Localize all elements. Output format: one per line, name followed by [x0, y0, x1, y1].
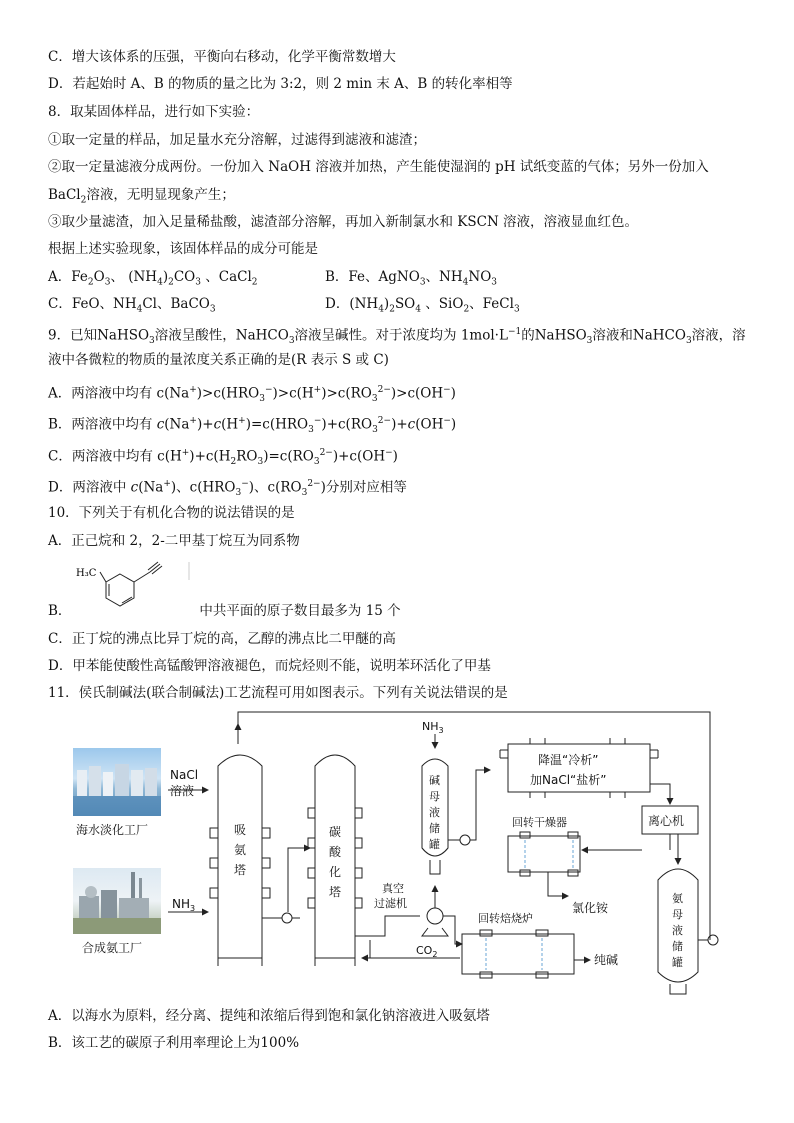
- hou-process-flow-diagram: [60, 708, 740, 1000]
- cooler-label-1: 降温“冷析”: [538, 753, 599, 767]
- q9-option-b: B．两溶液中均有 $c(Na^+)+c(H^+)=c(HRO_3^-)+c(RO_3^{2-})+c(OH^-)$: [48, 416, 457, 436]
- filter-label-1: 真空: [382, 882, 404, 895]
- nacl-solution-label: 溶液: [170, 784, 195, 798]
- plant2-label: 合成氨工厂: [82, 941, 143, 955]
- tower2-char-4: 塔: [329, 885, 342, 899]
- q7-option-c: C．增大该体系的压强，平衡向右移动，化学平衡常数增大: [48, 49, 396, 65]
- q8-question: 根据上述实验现象，该固体样品的成分可能是: [48, 241, 318, 257]
- q10-option-a: A．正己烷和 2，2-二甲基丁烷互为同系物: [48, 533, 300, 549]
- tank1-char-2: 母: [429, 790, 440, 803]
- q8-step3: ③取少量滤渣，加入足量稀盐酸，滤渣部分溶解，再加入新制氯水和 KSCN 溶液，溶液显血红色。: [48, 214, 639, 230]
- tank2-char-2: 母: [672, 908, 683, 921]
- tower1-char-1: 吸: [234, 823, 247, 837]
- tank1-char-5: 罐: [429, 838, 440, 851]
- q9-option-a: A．两溶液中均有 $c(Na^+)>c(HRO_3^-)>c(H^+)>c(RO_3^{2-})>c(OH^-)$: [48, 385, 456, 405]
- q10-option-b: B． 中共平面的原子数目最多为 15 个: [48, 603, 401, 619]
- q8-stem: 8．取某固体样品，进行如下实验：: [48, 104, 260, 120]
- tank1-char-1: 碱: [429, 774, 440, 787]
- tank1-char-3: 液: [429, 806, 440, 819]
- q10-option-d: D．甲苯能使酸性高锰酸钾溶液褪色，而烷烃则不能，说明苯环活化了甲基: [48, 658, 491, 674]
- plant1-label: 海水淡化工厂: [76, 823, 149, 837]
- tank2-char-5: 罐: [672, 956, 683, 969]
- q8-option-c: C．FeO、$NH_4Cl$、BaCO$_3$: [48, 296, 216, 315]
- nh4cl-label: 氯化铵: [572, 901, 609, 915]
- tower1-char-2: 氨: [234, 843, 247, 857]
- q9-stem-cont: 液中各微粒的物质的量浓度关系正确的是(R 表示 S 或 C): [48, 352, 389, 368]
- q8-option-b: B．Fe、AgNO$_3$、$NH_4NO_3$: [325, 269, 497, 288]
- filter-label-2: 过滤机: [374, 897, 407, 910]
- centrifuge-label: 离心机: [648, 814, 685, 828]
- q11-option-a: A．以海水为原料，经分离、提纯和浓缩后得到饱和氯化钠溶液进入吸氨塔: [48, 1008, 490, 1024]
- q8-step2-cont: BaCl$_2$溶液，无明显现象产生；: [48, 187, 235, 206]
- tank2-char-1: 氨: [672, 892, 683, 905]
- q8-option-a: A．$Fe_2O_3$、 $(NH_4)_2CO_3$ 、CaCl$_2$: [48, 269, 258, 288]
- cooler-label-2: 加NaCl“盐析”: [530, 773, 607, 787]
- dryer-label: 回转干燥器: [512, 816, 567, 829]
- q9-option-c: C．两溶液中均有 $c(H^+)+c(H_2RO_3)=c(RO_3^{2-})+c(OH^-)$: [48, 448, 398, 468]
- q8-step1: ①取一定量的样品，加足量水充分溶解，过滤得到滤液和滤渣；: [48, 132, 426, 148]
- tower1-char-3: 塔: [234, 863, 247, 877]
- tower2-char-1: 碳: [329, 825, 342, 839]
- tank2-char-3: 液: [672, 924, 683, 937]
- tank1-char-4: 储: [429, 822, 440, 835]
- tower2-char-2: 酸: [329, 845, 342, 859]
- co2-label: $CO_2$: [416, 944, 438, 959]
- q8-option-d: D．$(NH_4)_2SO_4$ 、SiO$_2$、FeCl$_3$: [325, 296, 520, 315]
- soda-label: 纯碱: [594, 953, 619, 967]
- tower2-char-3: 化: [329, 865, 342, 879]
- furnace-label: 回转焙烧炉: [478, 912, 533, 925]
- q11-stem: 11．侯氏制碱法(联合制碱法)工艺流程可用如图表示。下列有关说法错误的是: [48, 685, 508, 701]
- tank2-char-4: 储: [672, 940, 683, 953]
- q8-step2: ②取一定量滤液分成两份。一份加入 NaOH 溶液并加热，产生能使湿润的 pH 试纸变蓝的气体；另外一份加入: [48, 159, 709, 175]
- q7-option-d: D．若起始时 A、B 的物质的量之比为 3:2，则 2 min 末 A、B 的转化率相等: [48, 76, 513, 92]
- nh3-input-label: $NH_3$: [172, 897, 196, 913]
- methyl-label: H₃C: [76, 568, 97, 579]
- nacl-label: NaCl: [170, 768, 199, 782]
- q9-option-d: D．两溶液中 c(Na+)、$c(HRO_3^-)$、$c(RO_3^{2-})$分别对应相等: [48, 479, 407, 499]
- q10-stem: 10．下列关于有机化合物的说法错误的是: [48, 505, 295, 521]
- nh3-top-label: $NH_3$: [422, 720, 444, 735]
- q10-option-c: C．正丁烷的沸点比异丁烷的高，乙醇的沸点比二甲醚的高: [48, 631, 396, 647]
- q9-stem: 9．已知NaHSO$_3$溶液呈酸性，NaHCO$_3$溶液呈碱性。对于浓度均为 $1mol\cdot L^{-1}$的NaHSO$_3$溶液和NaHCO$_3$溶液，溶: [48, 327, 746, 347]
- q11-option-b: B．该工艺的碳原子利用率理论上为100%: [48, 1035, 300, 1051]
